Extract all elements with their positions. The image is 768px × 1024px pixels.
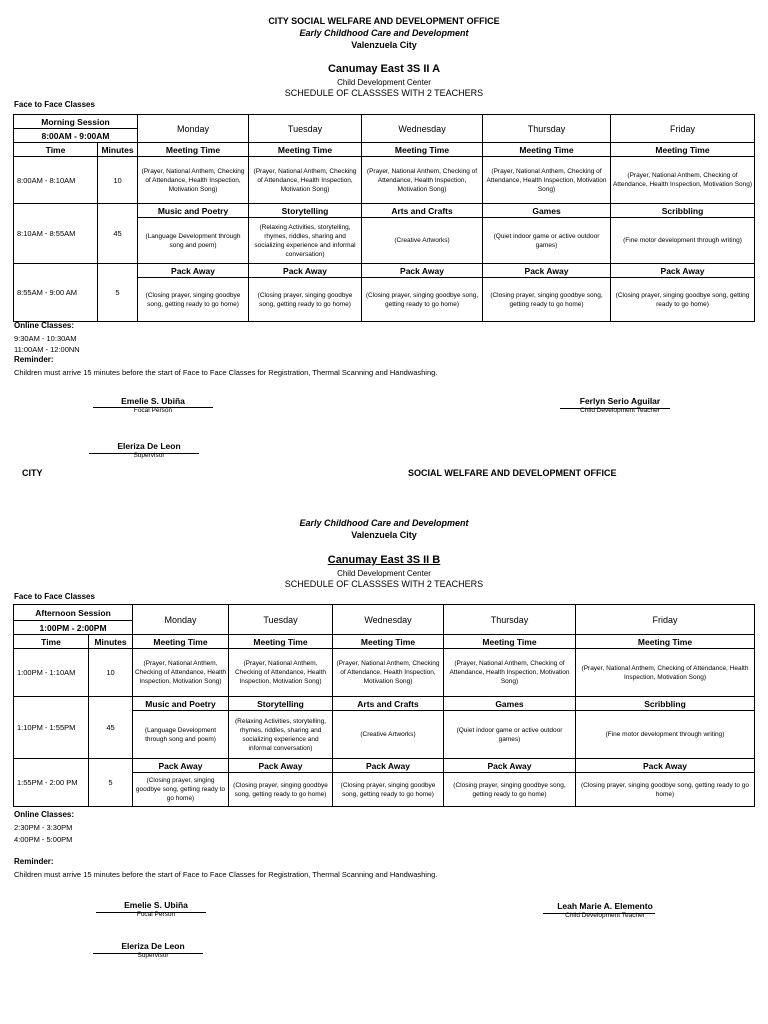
activity-cell: Meeting Time xyxy=(611,143,755,157)
program-title: Early Childhood Care and Development xyxy=(299,28,469,38)
activity-cell: Pack Away xyxy=(483,264,611,278)
office-title-left: CITY xyxy=(22,468,43,478)
activity-cell: Pack Away xyxy=(362,264,483,278)
activity-cell: Meeting Time xyxy=(249,143,362,157)
activity-desc: (Quiet indoor game or active outdoor games) xyxy=(444,711,576,759)
activity-cell: Meeting Time xyxy=(444,635,576,649)
city-title: Valenzuela City xyxy=(351,530,417,540)
activity-desc: (Fine motor development through writing) xyxy=(611,218,755,264)
row-minutes: 45 xyxy=(98,204,138,264)
online-slot: 4:00PM - 5:00PM xyxy=(14,835,73,844)
activity-desc: (Closing prayer, singing goodbye song, getting ready to go home) xyxy=(138,278,249,322)
teacher-role: Child Development Teacher xyxy=(580,407,660,414)
schedule-title: SCHEDULE OF CLASSSES WITH 2 TEACHERS xyxy=(284,579,484,589)
activity-cell: Pack Away xyxy=(611,264,755,278)
schedule-table-b xyxy=(13,604,755,807)
session-time: 1:00PM - 2:00PM xyxy=(14,621,133,635)
activity-desc: (Closing prayer, singing goodbye song, getting ready to go home) xyxy=(483,278,611,322)
activity-cell: Scribbling xyxy=(611,204,755,218)
activity-desc: (Fine motor development through writing) xyxy=(576,711,755,759)
session-name: Morning Session xyxy=(14,115,138,129)
activity-desc: (Prayer, National Anthem, Checking of Attendance, Health Inspection, Motivation Song) xyxy=(333,649,444,697)
activity-cell: Meeting Time xyxy=(362,143,483,157)
row-minutes: 10 xyxy=(98,157,138,204)
activity-cell: Meeting Time xyxy=(229,635,333,649)
activity-cell: Pack Away xyxy=(133,759,229,773)
activity-cell: Games xyxy=(444,697,576,711)
focal-person-name: Emelie S. Ubiña xyxy=(121,396,185,406)
session-name: Afternoon Session xyxy=(14,605,133,621)
teacher-role: Child Development Teacher xyxy=(565,912,645,919)
activity-desc: (Quiet indoor game or active outdoor games) xyxy=(483,218,611,264)
activity-cell: Music and Poetry xyxy=(138,204,249,218)
time-header: Time xyxy=(14,635,89,649)
activity-desc: (Prayer, National Anthem, Checking of Attendance, Health Inspection, Motivation Song) xyxy=(138,157,249,204)
focal-person-name: Emelie S. Ubiña xyxy=(124,900,188,910)
activity-desc: (Closing prayer, singing goodbye song, getting ready to go home) xyxy=(333,773,444,807)
activity-desc: (Creative Artworks) xyxy=(362,218,483,264)
activity-cell: Pack Away xyxy=(444,759,576,773)
activity-desc: (Closing prayer, singing goodbye song, getting ready to go home) xyxy=(362,278,483,322)
program-title: Early Childhood Care and Development xyxy=(299,518,469,528)
activity-desc: (Prayer, National Anthem, Checking of Attendance, Health Inspection, Motivation Song) xyxy=(249,157,362,204)
activity-desc: (Closing prayer, singing goodbye song, getting ready to go home) xyxy=(576,773,755,807)
activity-cell: Meeting Time xyxy=(333,635,444,649)
activity-cell: Storytelling xyxy=(249,204,362,218)
activity-desc: (Creative Artworks) xyxy=(333,711,444,759)
minutes-header: Minutes xyxy=(98,143,138,157)
activity-cell: Arts and Crafts xyxy=(362,204,483,218)
online-slot: 2:30PM - 3:30PM xyxy=(14,823,73,832)
activity-desc: (Closing prayer, singing goodbye song, getting ready to go home) xyxy=(444,773,576,807)
activity-desc: (Closing prayer, singing goodbye song, getting ready to go home) xyxy=(229,773,333,807)
activity-desc: (Relaxing Activities, storytelling, rhymes, riddles, sharing and socializing experience and informal conversation) xyxy=(229,711,333,759)
reminder-text: Children must arrive 15 minutes before the start of Face to Face Classes for Registration, Thermal Scanning and Handwashing. xyxy=(14,870,438,879)
reminder-label: Reminder: xyxy=(14,857,54,866)
online-slot: 9:30AM - 10:30AM xyxy=(14,334,77,343)
day-thursday: Thursday xyxy=(444,605,576,635)
day-tuesday: Tuesday xyxy=(229,605,333,635)
row-minutes: 45 xyxy=(89,697,133,759)
activity-desc: (Language Development through song and poem) xyxy=(138,218,249,264)
row-time: 1:10PM - 1:55PM xyxy=(14,697,89,759)
activity-desc: (Prayer, National Anthem, Checking of Attendance, Health Inspection, Motivation Song) xyxy=(576,649,755,697)
row-time: 8:00AM - 8:10AM xyxy=(14,157,98,204)
time-header: Time xyxy=(14,143,98,157)
row-time: 1:55PM - 2:00 PM xyxy=(14,759,89,807)
day-friday: Friday xyxy=(576,605,755,635)
office-title-right: SOCIAL WELFARE AND DEVELOPMENT OFFICE xyxy=(408,468,617,478)
supervisor-role: Supervisor xyxy=(133,452,165,459)
center-type: Child Development Center xyxy=(337,569,431,578)
row-time: 1:00PM - 1:10AM xyxy=(14,649,89,697)
reminder-text: Children must arrive 15 minutes before the start of Face to Face Classes for Registration, Thermal Scanning and Handwashing. xyxy=(14,368,438,377)
online-classes-label: Online Classes: xyxy=(14,810,75,819)
row-time: 8:10AM - 8:55AM xyxy=(14,204,98,264)
day-monday: Monday xyxy=(138,115,249,143)
activity-cell: Storytelling xyxy=(229,697,333,711)
supervisor-name: Eleriza De Leon xyxy=(117,441,181,451)
activity-cell: Pack Away xyxy=(576,759,755,773)
city-title: Valenzuela City xyxy=(351,40,417,50)
online-classes-label: Online Classes: xyxy=(14,321,75,330)
office-title: CITY SOCIAL WELFARE AND DEVELOPMENT OFFICE xyxy=(268,16,500,26)
focal-person-role: Focal Person xyxy=(133,407,173,414)
activity-cell: Pack Away xyxy=(333,759,444,773)
center-name: Canumay East 3S II A xyxy=(327,63,441,75)
activity-cell: Pack Away xyxy=(229,759,333,773)
center-name: Canumay East 3S II B xyxy=(327,554,441,566)
activity-cell: Scribbling xyxy=(576,697,755,711)
supervisor-role: Supervisor xyxy=(137,952,169,959)
day-friday: Friday xyxy=(611,115,755,143)
activity-cell: Meeting Time xyxy=(133,635,229,649)
activity-cell: Games xyxy=(483,204,611,218)
online-slot: 11:00AM - 12:00NN xyxy=(14,345,80,354)
day-monday: Monday xyxy=(133,605,229,635)
activity-desc: (Closing prayer, singing goodbye song, getting ready to go home) xyxy=(611,278,755,322)
minutes-header: Minutes xyxy=(89,635,133,649)
activity-cell: Meeting Time xyxy=(576,635,755,649)
schedule-title: SCHEDULE OF CLASSSES WITH 2 TEACHERS xyxy=(284,88,484,98)
face-to-face-label: Face to Face Classes xyxy=(14,100,95,109)
supervisor-name: Eleriza De Leon xyxy=(121,941,185,951)
activity-desc: (Closing prayer, singing goodbye song, getting ready to go home) xyxy=(249,278,362,322)
activity-desc: (Language Development through song and poem) xyxy=(133,711,229,759)
row-minutes: 5 xyxy=(89,759,133,807)
row-minutes: 5 xyxy=(98,264,138,322)
activity-desc: (Closing prayer, singing goodbye song, getting ready to go home) xyxy=(133,773,229,807)
activity-cell: Pack Away xyxy=(249,264,362,278)
teacher-name: Leah Marie A. Elemento xyxy=(557,901,653,911)
activity-desc: (Prayer, National Anthem, Checking of Attendance, Health Inspection, Motivation Song) xyxy=(483,157,611,204)
activity-desc: (Prayer, National Anthem, Checking of Attendance, Health Inspection, Motivation Song) xyxy=(611,157,755,204)
activity-desc: (Prayer, National Anthem, Checking of Attendance, Health Inspection, Motivation Song) xyxy=(362,157,483,204)
session-time: 8:00AM - 9:00AM xyxy=(14,129,138,143)
day-wednesday: Wednesday xyxy=(333,605,444,635)
activity-cell: Meeting Time xyxy=(138,143,249,157)
day-thursday: Thursday xyxy=(483,115,611,143)
focal-person-role: Focal Person xyxy=(136,911,176,918)
activity-desc: (Relaxing Activities, storytelling, rhymes, riddles, sharing and socializing experience and informal conversation) xyxy=(249,218,362,264)
row-time: 8:55AM - 9:00 AM xyxy=(14,264,98,322)
day-tuesday: Tuesday xyxy=(249,115,362,143)
activity-cell: Pack Away xyxy=(138,264,249,278)
activity-cell: Arts and Crafts xyxy=(333,697,444,711)
day-wednesday: Wednesday xyxy=(362,115,483,143)
activity-cell: Music and Poetry xyxy=(133,697,229,711)
activity-cell: Meeting Time xyxy=(483,143,611,157)
teacher-name: Ferlyn Serio Aguilar xyxy=(579,396,661,406)
activity-desc: (Prayer, National Anthem, Checking of Attendance, Health Inspection, Motivation Song) xyxy=(444,649,576,697)
schedule-table-a xyxy=(13,114,755,322)
activity-desc: (Prayer, National Anthem, Checking of Attendance, Health Inspection, Motivation Song) xyxy=(133,649,229,697)
activity-desc: (Prayer, National Anthem, Checking of Attendance, Health Inspection, Motivation Song) xyxy=(229,649,333,697)
center-type: Child Development Center xyxy=(337,78,431,87)
row-minutes: 10 xyxy=(89,649,133,697)
face-to-face-label: Face to Face Classes xyxy=(14,592,95,601)
reminder-label: Reminder: xyxy=(14,355,54,364)
